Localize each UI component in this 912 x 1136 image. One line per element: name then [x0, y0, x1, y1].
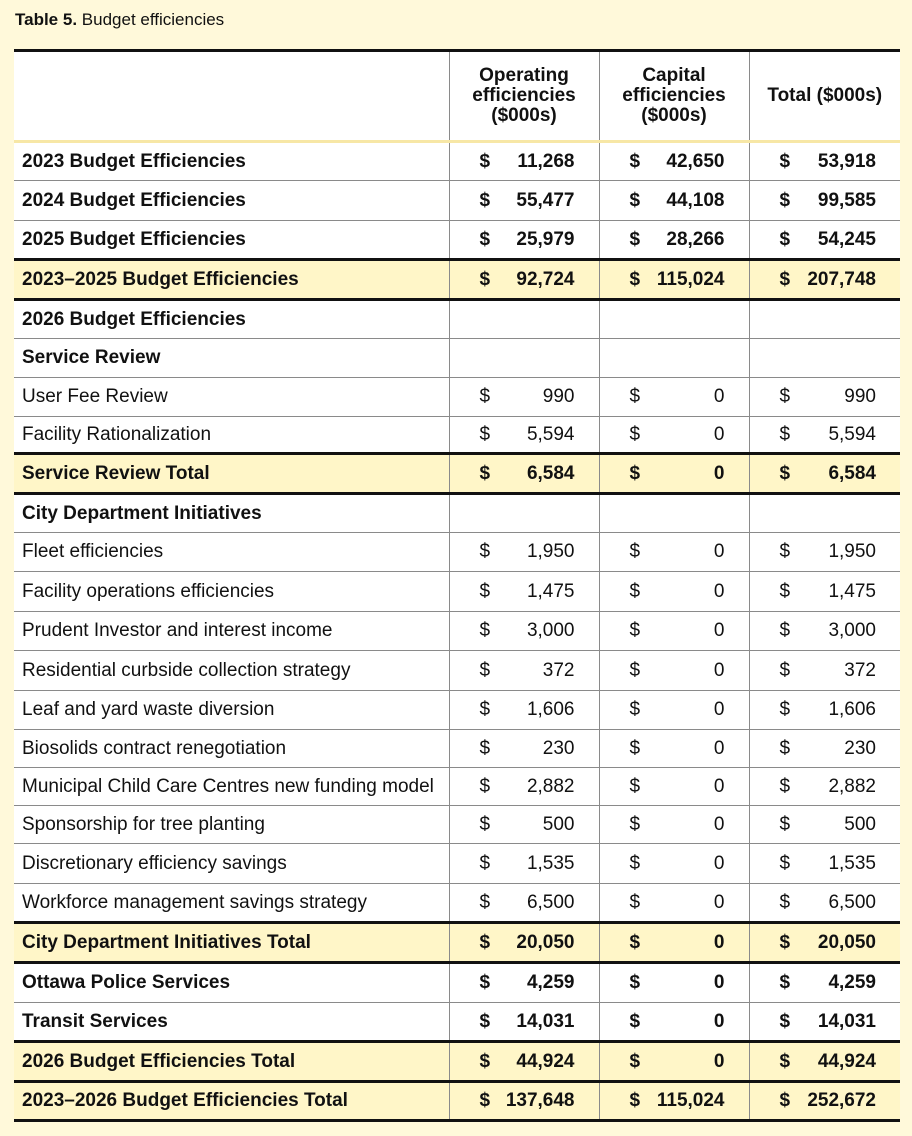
cell-value: 0 [713, 852, 725, 874]
row-label: 2024 Budget Efficiencies [14, 181, 449, 221]
cell-tot [749, 612, 900, 651]
cell-value: 372 [844, 659, 876, 681]
cell-op [449, 691, 599, 730]
currency-sign: $ [479, 268, 491, 290]
currency-sign: $ [479, 699, 491, 720]
table-row [14, 1042, 900, 1082]
cell-op [449, 300, 599, 339]
table-caption [15, 10, 224, 30]
table-body [14, 142, 900, 1121]
currency-sign: $ [479, 386, 491, 407]
cell-value: 230 [542, 737, 575, 759]
table-row [14, 454, 900, 494]
cell-cap [599, 1003, 749, 1042]
row-label: 2023 Budget Efficiencies [14, 142, 449, 181]
cell-value: 1,535 [828, 852, 876, 874]
cell-value: 0 [713, 1010, 725, 1032]
currency-sign: $ [629, 580, 641, 602]
currency-sign: $ [779, 150, 791, 172]
header-capital-line1: Capital [642, 65, 706, 86]
cell-value: 44,108 [666, 189, 725, 211]
cell-op [449, 730, 599, 768]
cell-value: 1,606 [828, 699, 876, 720]
row-label: City Department Initiatives Total [14, 923, 449, 963]
cell-cap [599, 844, 749, 884]
cell-op [449, 612, 599, 651]
cell-op [449, 533, 599, 572]
cell-cap [599, 691, 749, 730]
cell-value: 0 [713, 462, 725, 484]
currency-sign: $ [629, 737, 641, 759]
cell-tot [749, 691, 900, 730]
currency-sign: $ [479, 931, 491, 953]
row-label: 2023–2025 Budget Efficiencies [14, 260, 449, 300]
cell-tot [749, 884, 900, 923]
cell-value: 0 [713, 775, 725, 797]
currency-sign: $ [479, 580, 491, 602]
currency-sign: $ [629, 1050, 641, 1072]
currency-sign: $ [779, 813, 791, 835]
cell-value: 0 [713, 699, 725, 720]
cell-value: 115,024 [656, 1090, 725, 1111]
currency-sign: $ [779, 1050, 791, 1072]
cell-value: 2,882 [828, 775, 876, 797]
header-capital-line2: efficiencies [622, 85, 726, 106]
cell-tot [749, 181, 900, 221]
currency-sign: $ [629, 228, 641, 250]
cell-value: 0 [713, 891, 725, 913]
table-row [14, 533, 900, 572]
header-operating [449, 51, 599, 142]
cell-value: 53,918 [817, 150, 876, 172]
cell-op [449, 260, 599, 300]
cell-tot [749, 533, 900, 572]
currency-sign: $ [779, 775, 791, 797]
row-label: Fleet efficiencies [14, 533, 449, 572]
table-row [14, 923, 900, 963]
currency-sign: $ [779, 228, 791, 250]
row-label: Municipal Child Care Centres new funding model [14, 768, 449, 806]
cell-cap [599, 806, 749, 844]
cell-op [449, 768, 599, 806]
cell-tot [749, 730, 900, 768]
currency-sign: $ [629, 150, 641, 172]
cell-value: 1,950 [526, 541, 575, 562]
currency-sign: $ [479, 150, 491, 172]
currency-sign: $ [779, 189, 791, 211]
cell-op [449, 1042, 599, 1082]
currency-sign: $ [629, 620, 641, 641]
currency-sign: $ [779, 891, 791, 913]
cell-value: 25,979 [516, 228, 575, 250]
table-row [14, 260, 900, 300]
table-row [14, 844, 900, 884]
currency-sign: $ [479, 972, 491, 993]
cell-op [449, 378, 599, 417]
currency-sign: $ [479, 1090, 491, 1111]
header-operating-line3: ($000s) [491, 105, 557, 126]
cell-value: 5,594 [828, 423, 876, 445]
cell-op [449, 1003, 599, 1042]
table-row [14, 612, 900, 651]
cell-op [449, 454, 599, 494]
cell-tot [749, 300, 900, 339]
table-row [14, 221, 900, 260]
row-label: Ottawa Police Services [14, 963, 449, 1003]
cell-tot [749, 378, 900, 417]
row-label: 2023–2026 Budget Efficiencies Total [14, 1082, 449, 1121]
cell-cap [599, 494, 749, 533]
currency-sign: $ [779, 462, 791, 484]
currency-sign: $ [629, 775, 641, 797]
currency-sign: $ [479, 423, 491, 445]
cell-cap [599, 651, 749, 691]
budget-efficiencies-table [14, 49, 900, 1122]
cell-cap [599, 1082, 749, 1121]
cell-cap [599, 417, 749, 454]
cell-value: 990 [542, 386, 575, 407]
table-row [14, 142, 900, 181]
cell-value: 14,031 [516, 1010, 575, 1032]
cell-tot [749, 454, 900, 494]
cell-cap [599, 730, 749, 768]
table-row [14, 963, 900, 1003]
cell-value: 1,606 [526, 699, 575, 720]
cell-value: 20,050 [817, 931, 876, 953]
cell-op [449, 806, 599, 844]
currency-sign: $ [779, 1090, 791, 1111]
cell-cap [599, 142, 749, 181]
cell-cap [599, 963, 749, 1003]
cell-op [449, 923, 599, 963]
cell-value: 0 [713, 541, 725, 562]
cell-value: 115,024 [656, 268, 725, 290]
currency-sign: $ [629, 972, 641, 993]
cell-value: 500 [844, 813, 876, 835]
cell-value: 6,584 [526, 462, 575, 484]
row-label: Facility Rationalization [14, 417, 449, 454]
cell-tot [749, 417, 900, 454]
cell-tot [749, 142, 900, 181]
table-row [14, 768, 900, 806]
cell-value: 0 [713, 580, 725, 602]
cell-op [449, 651, 599, 691]
row-label: 2025 Budget Efficiencies [14, 221, 449, 260]
cell-cap [599, 572, 749, 612]
table-row [14, 1003, 900, 1042]
currency-sign: $ [479, 620, 491, 641]
cell-cap [599, 378, 749, 417]
cell-value: 1,475 [526, 580, 575, 602]
cell-value: 6,584 [828, 462, 876, 484]
cell-op [449, 884, 599, 923]
cell-cap [599, 339, 749, 378]
row-label: Prudent Investor and interest income [14, 612, 449, 651]
cell-value: 500 [542, 813, 575, 835]
cell-value: 990 [844, 386, 876, 407]
cell-value: 207,748 [807, 268, 876, 290]
row-label: Facility operations efficiencies [14, 572, 449, 612]
cell-value: 2,882 [526, 775, 575, 797]
cell-value: 44,924 [817, 1050, 876, 1072]
currency-sign: $ [629, 659, 641, 681]
cell-op [449, 181, 599, 221]
currency-sign: $ [779, 620, 791, 641]
row-label: Workforce management savings strategy [14, 884, 449, 923]
cell-value: 42,650 [666, 150, 725, 172]
currency-sign: $ [779, 737, 791, 759]
header-row [14, 51, 900, 142]
cell-op [449, 339, 599, 378]
table-row [14, 884, 900, 923]
header-total: Total ($000s) [749, 51, 900, 142]
cell-tot [749, 221, 900, 260]
cell-value: 137,648 [505, 1090, 575, 1111]
header-operating-line1: Operating [479, 65, 569, 86]
currency-sign: $ [629, 541, 641, 562]
cell-cap [599, 221, 749, 260]
cell-value: 1,950 [828, 541, 876, 562]
cell-value: 99,585 [817, 189, 876, 211]
cell-tot [749, 572, 900, 612]
table-row [14, 378, 900, 417]
row-label: Leaf and yard waste diversion [14, 691, 449, 730]
cell-value: 20,050 [516, 931, 575, 953]
cell-tot [749, 1082, 900, 1121]
cell-op [449, 572, 599, 612]
cell-tot [749, 1003, 900, 1042]
cell-cap [599, 181, 749, 221]
row-label: Residential curbside collection strategy [14, 651, 449, 691]
currency-sign: $ [479, 189, 491, 211]
currency-sign: $ [779, 423, 791, 445]
cell-cap [599, 768, 749, 806]
cell-cap [599, 533, 749, 572]
currency-sign: $ [779, 659, 791, 681]
cell-cap [599, 300, 749, 339]
cell-value: 92,724 [516, 268, 575, 290]
currency-sign: $ [479, 852, 491, 874]
currency-sign: $ [479, 462, 491, 484]
row-label: City Department Initiatives [14, 494, 449, 533]
cell-value: 54,245 [817, 228, 876, 250]
cell-value: 3,000 [526, 620, 575, 641]
table-row [14, 494, 900, 533]
currency-sign: $ [629, 852, 641, 874]
table-row [14, 1082, 900, 1121]
row-label: 2026 Budget Efficiencies Total [14, 1042, 449, 1082]
cell-tot [749, 260, 900, 300]
currency-sign: $ [629, 1010, 641, 1032]
currency-sign: $ [779, 1010, 791, 1032]
cell-value: 0 [713, 931, 725, 953]
row-label: Biosolids contract renegotiation [14, 730, 449, 768]
cell-value: 0 [713, 972, 725, 993]
currency-sign: $ [479, 228, 491, 250]
cell-value: 14,031 [817, 1010, 876, 1032]
cell-cap [599, 454, 749, 494]
row-label: Sponsorship for tree planting [14, 806, 449, 844]
cell-value: 6,500 [828, 891, 876, 913]
currency-sign: $ [629, 891, 641, 913]
cell-cap [599, 612, 749, 651]
cell-op [449, 494, 599, 533]
currency-sign: $ [479, 775, 491, 797]
cell-value: 0 [713, 423, 725, 445]
currency-sign: $ [479, 891, 491, 913]
cell-tot [749, 963, 900, 1003]
cell-value: 5,594 [526, 423, 575, 445]
cell-op [449, 844, 599, 884]
header-capital-line3: ($000s) [641, 105, 707, 126]
currency-sign: $ [629, 699, 641, 720]
header-label-cell [14, 51, 449, 142]
cell-op [449, 963, 599, 1003]
currency-sign: $ [629, 268, 641, 290]
cell-value: 252,672 [807, 1090, 876, 1111]
table-row [14, 300, 900, 339]
cell-value: 3,000 [828, 620, 876, 641]
cell-value: 4,259 [828, 972, 876, 993]
cell-tot [749, 494, 900, 533]
row-label: Service Review Total [14, 454, 449, 494]
cell-value: 28,266 [666, 228, 725, 250]
cell-value: 44,924 [516, 1050, 575, 1072]
cell-value: 372 [542, 659, 575, 681]
table-row [14, 730, 900, 768]
cell-tot [749, 844, 900, 884]
cell-tot [749, 806, 900, 844]
currency-sign: $ [479, 541, 491, 562]
header-capital [599, 51, 749, 142]
cell-tot [749, 1042, 900, 1082]
cell-value: 55,477 [516, 189, 575, 211]
cell-value: 1,475 [828, 580, 876, 602]
cell-value: 4,259 [526, 972, 575, 993]
cell-cap [599, 923, 749, 963]
currency-sign: $ [779, 852, 791, 874]
row-label: User Fee Review [14, 378, 449, 417]
cell-value: 230 [844, 737, 876, 759]
table-row [14, 691, 900, 730]
table-row [14, 572, 900, 612]
currency-sign: $ [629, 386, 641, 407]
header-operating-line2: efficiencies [472, 85, 576, 106]
cell-value: 1,535 [526, 852, 575, 874]
cell-tot [749, 923, 900, 963]
table-row [14, 339, 900, 378]
cell-value: 11,268 [517, 150, 575, 172]
currency-sign: $ [479, 813, 491, 835]
table-row [14, 651, 900, 691]
cell-value: 0 [713, 386, 725, 407]
currency-sign: $ [779, 386, 791, 407]
currency-sign: $ [779, 931, 791, 953]
currency-sign: $ [479, 659, 491, 681]
currency-sign: $ [479, 1050, 491, 1072]
cell-value: 0 [713, 1050, 725, 1072]
currency-sign: $ [779, 699, 791, 720]
currency-sign: $ [779, 580, 791, 602]
table-row [14, 806, 900, 844]
table-row [14, 417, 900, 454]
currency-sign: $ [779, 541, 791, 562]
currency-sign: $ [479, 737, 491, 759]
table-title: Budget efficiencies [81, 10, 225, 29]
row-label: 2026 Budget Efficiencies [14, 300, 449, 339]
cell-tot [749, 339, 900, 378]
currency-sign: $ [629, 1090, 641, 1111]
row-label: Transit Services [14, 1003, 449, 1042]
cell-tot [749, 768, 900, 806]
row-label: Discretionary efficiency savings [14, 844, 449, 884]
cell-op [449, 221, 599, 260]
cell-value: 0 [713, 737, 725, 759]
cell-cap [599, 260, 749, 300]
currency-sign: $ [779, 268, 791, 290]
cell-value: 0 [713, 659, 725, 681]
cell-value: 0 [713, 620, 725, 641]
cell-op [449, 417, 599, 454]
cell-tot [749, 651, 900, 691]
currency-sign: $ [629, 189, 641, 211]
currency-sign: $ [479, 1010, 491, 1032]
table-row [14, 181, 900, 221]
currency-sign: $ [629, 813, 641, 835]
cell-cap [599, 884, 749, 923]
currency-sign: $ [629, 931, 641, 953]
cell-op [449, 1082, 599, 1121]
cell-value: 0 [713, 813, 725, 835]
currency-sign: $ [629, 423, 641, 445]
row-label: Service Review [14, 339, 449, 378]
table-number: Table 5. [15, 10, 78, 29]
currency-sign: $ [779, 972, 791, 993]
cell-op [449, 142, 599, 181]
currency-sign: $ [629, 462, 641, 484]
cell-cap [599, 1042, 749, 1082]
cell-value: 6,500 [526, 891, 575, 913]
